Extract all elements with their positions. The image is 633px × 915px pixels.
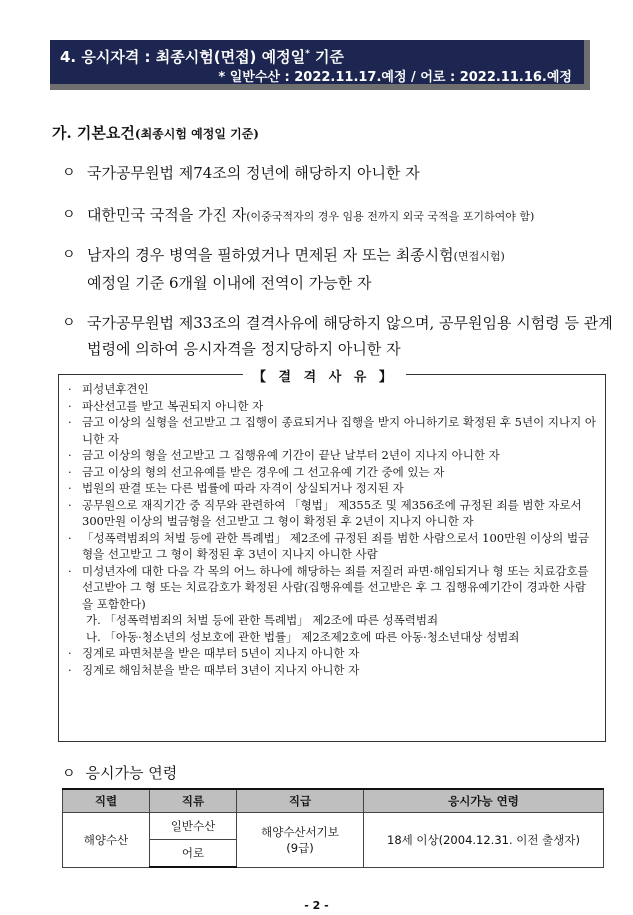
- list-item: · 「성폭력범죄의 처벌 등에 관한 특례법」 제2조에 규정된 죄를 범한 사람으로서 100만원 이상의 벌금형을 선고받고 그 형이 확정된 후 3년이 지나지 아니한 사람: [68, 530, 590, 561]
- requirement-item: ㅇ 국가공무원법 제74조의 정년에 해당하지 아니한 자: [62, 160, 614, 186]
- bullet-marker: ㅇ: [62, 207, 76, 223]
- list-subitem: 가. 「성폭력범죄의 처벌 등에 관한 특례법」 제2조에 따른 성폭력범죄: [86, 613, 439, 627]
- table-header-cell: 응시가능 연령: [364, 789, 604, 813]
- list-item: · 징계로 해임처분을 받은 때부터 3년이 지나지 아니한 자: [68, 662, 360, 677]
- list-item: · 금고 이상의 형을 선고받고 그 집행유예 기간이 끝난 날부터 2년이 지나지 아니한 자: [68, 448, 500, 462]
- bullet-marker: ㅇ: [62, 247, 76, 263]
- list-subitem: 나. 「아동·청소년의 성보호에 관한 법률」 제2조제2호에 따른 아동·청소년대상 성범죄: [86, 629, 520, 644]
- list-item: · 미성년자에 대한 다음 각 목의 어느 하나에 해당하는 죄를 저질러 파면·해임되거나 형 또는 치료감호를 선고받아 그 형 또는 치료감호가 확정된 사람(집행유예를 선고받은 후 그 집행유예기간이 경과한 사람을 포함한다): [68, 563, 589, 611]
- bullet-marker: ㅇ: [62, 165, 76, 181]
- requirement-item: ㅇ 국가공무원법 제33조의 결격사유에 해당하지 않으며, 공무원임용 시험령 등 관계법령에 의하여 응시자격을 정지당하지 아니한 자: [62, 310, 614, 362]
- disqualification-title: 【 결 격 사 유 】: [243, 366, 406, 385]
- list-item: · 금고 이상의 실형을 선고받고 그 집행이 종료되거나 집행을 받지 아니하기로 확정된 후 5년이 지나지 아니한 자: [68, 415, 596, 446]
- section-header-banner: [50, 40, 590, 90]
- table-header-cell: 직렬: [63, 789, 150, 813]
- disqualification-list: [64, 381, 596, 678]
- list-item: · 공무원으로 재직기간 중 직무와 관련하여 「형법」 제355조 및 제356조에 규정된 죄를 범한 자로서 300만원 이상의 벌금형을 선고받고 그 형이 확정된 후 2년이 지나지 아니한 자: [68, 497, 582, 528]
- list-item: · 법원의 판결 또는 다른 법률에 따라 자격이 상실되거나 정지된 자: [68, 481, 404, 495]
- list-item: · 피성년후견인: [68, 382, 149, 396]
- type-cell: 일반수산: [150, 813, 237, 840]
- type-cell: 어로: [150, 840, 237, 868]
- age-eligibility-table: [62, 788, 604, 868]
- list-item: · 금고 이상의 형의 선고유예를 받은 경우에 그 선고유예 기간 중에 있는 자: [68, 464, 445, 479]
- requirement-item: ㅇ 대한민국 국적을 가진 자(이중국적자의 경우 임용 전까지 외국 국적을 포기하여야 함): [62, 202, 614, 230]
- age-eligibility-title: ㅇ 응시가능 연령: [62, 764, 178, 782]
- bullet-marker: ㅇ: [62, 766, 76, 782]
- age-cell: 18세 이상(2004.12.31. 이전 출생자): [364, 813, 604, 868]
- series-cell: 해양수산: [63, 813, 150, 868]
- table-header-row: [63, 789, 604, 813]
- page-number: - 2 -: [304, 899, 329, 912]
- table-header-cell: 직급: [237, 789, 364, 813]
- requirement-item: ㅇ 남자의 경우 병역을 필하였거나 면제된 자 또는 최종시험(면접시험) 예정일 기준 6개월 이내에 전역이 가능한 자: [62, 242, 614, 296]
- grade-cell: 해양수산서기보 (9급): [237, 813, 364, 868]
- section-header-title: 4. 응시자격 : 최종시험(면접) 예정일* 기준: [60, 48, 345, 66]
- section-header-subtitle: * 일반수산 : 2022.11.17.예정 / 어로 : 2022.11.16.예정: [218, 70, 572, 85]
- table-row: [63, 813, 604, 840]
- bullet-marker: ㅇ: [62, 315, 76, 331]
- list-item: · 징계로 파면처분을 받은 때부터 5년이 지나지 아니한 자: [68, 646, 360, 660]
- list-item: · 파산선고를 받고 복권되지 아니한 자: [68, 398, 264, 413]
- table-header-cell: 직류: [150, 789, 237, 813]
- basic-requirements-title: 가. 기본요건(최종시험 예정일 기준): [52, 124, 259, 142]
